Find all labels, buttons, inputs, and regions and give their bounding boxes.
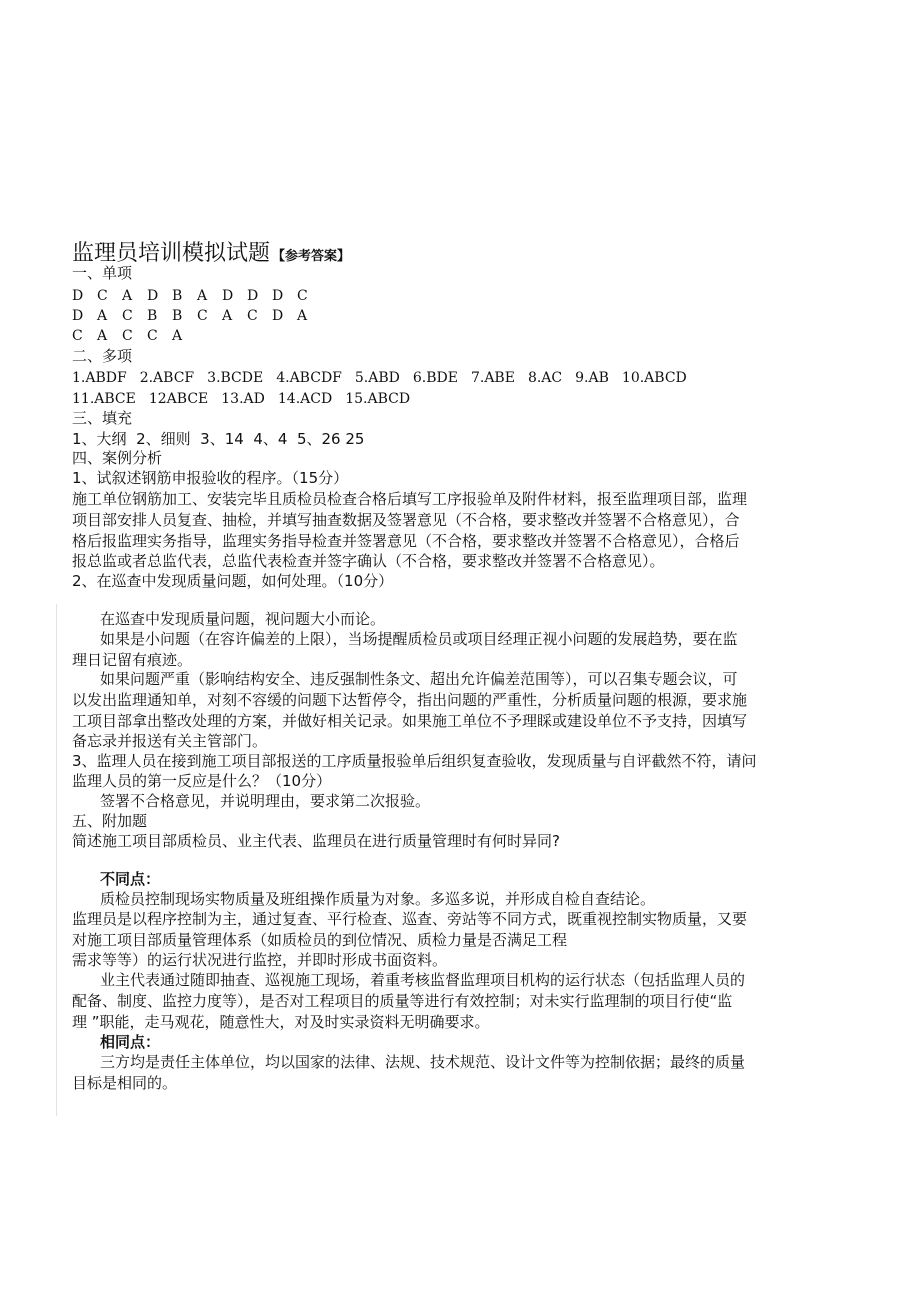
answer-text: 报总监或者总监代表，总监代表检查并签字确认（不合格，要求整改并签署不合格意见）。	[72, 552, 665, 570]
question: 2、在巡查中发现质量问题，如何处理。（10分）	[72, 572, 394, 590]
section-heading: 二、多项	[72, 347, 133, 365]
question: 1、试叙述钢筋申报验收的程序。（15分）	[72, 469, 349, 487]
answer-text: 质检员控制现场实物质量及班组操作质量为对象。多巡多说，并形成自检自查结论。	[100, 890, 656, 908]
answer-row: 11.ABCE 12ABCE 13.AD 14.ACD 15.ABCD	[72, 391, 411, 407]
answer-row: 1、大纲 2、细则 3、14 4、4 5、26 25	[72, 430, 365, 448]
answer-text: 工项目部拿出整改处理的方案，并做好相关记录。如果施工单位不予理睬或建设单位不予支持，因填写	[72, 712, 748, 730]
answer-text: 施工单位钢筋加工、安装完毕且质检员检查合格后填写工序报验单及附件材料，报至监理项目部，监理	[72, 490, 748, 508]
answer-text: 理 ”职能，走马观花，随意性大，对及时实录资料无明确要求。	[72, 1013, 490, 1031]
question: 监理人员的第一反应是什么？（10分）	[72, 772, 332, 790]
answer-text: 在巡查中发现质量问题，视问题大小而论。	[100, 610, 386, 628]
title-subtitle: 【参考答案】	[272, 249, 351, 264]
question: 简述施工项目部质检员、业主代表、监理员在进行质量管理时有何时异同?	[72, 832, 560, 850]
answer-text: 监理员是以程序控制为主，通过复查、平行检查、巡查、旁站等不同方式，既重视控制实物质量，又要	[72, 910, 748, 928]
subheading-differences: 不同点：	[100, 870, 161, 888]
answer-text: 以发出监理通知单，对刻不容缓的问题下达暂停令，指出问题的严重性，分析质量问题的根源，要求施	[72, 691, 748, 709]
answer-text: 签署不合格意见，并说明理由，要求第二次报验。	[100, 792, 431, 810]
answer-row: 1.ABDF 2.ABCF 3.BCDE 4.ABCDF 5.ABD 6.BDE 7.ABE 8.AC 9.AB 10.ABCD	[72, 370, 687, 386]
section-heading: 四、案例分析	[72, 449, 163, 467]
answer-text: 理日记留有痕迹。	[72, 651, 193, 669]
answer-text: 目标是相同的。	[72, 1074, 178, 1092]
answer-text: 对施工项目部质量管理体系（如质检员的到位情况、质检力量是否满足工程	[72, 931, 568, 949]
answer-row: D C A D B A D D D C	[72, 288, 308, 304]
subheading-similarities: 相同点：	[100, 1033, 161, 1051]
answer-text: 三方均是责任主体单位，均以国家的法律、法规、技术规范、设计文件等为控制依据；最终的质量	[100, 1053, 746, 1071]
answer-row: C A C C A	[72, 328, 183, 344]
answer-row: D A C B B C A C D A	[72, 308, 308, 324]
title-main: 监理员培训模拟试题	[72, 241, 271, 266]
question: 3、监理人员在接到施工项目部报送的工序质量报验单后组织复查验收，发现质量与自评截然不符，请问	[72, 752, 757, 770]
section-heading: 五、附加题	[72, 812, 148, 830]
section-heading: 一、单项	[72, 264, 133, 282]
answer-text: 格后报监理实务指导，监理实务指导检查并签署意见（不合格，要求整改并签署不合格意见），合格后	[72, 532, 740, 550]
answer-text: 备忘录并报送有关主管部门。	[72, 732, 268, 750]
answer-text: 业主代表通过随即抽查、巡视施工现场，着重考核监督监理项目机构的运行状态（包括监理人员的	[100, 971, 746, 989]
answer-text: 如果是小问题（在容许偏差的上限），当场提醒质检员或项目经理正视小问题的发展趋势，要在监	[100, 630, 738, 648]
section-heading: 三、填充	[72, 409, 133, 427]
answer-text: 项目部安排人员复查、抽检，并填写抽查数据及签署意见（不合格，要求整改并签署不合格意见），合	[72, 511, 740, 529]
margin-rule	[56, 604, 57, 1116]
answer-text: 配备、制度、监控力度等），是否对工程项目的质量等进行有效控制；对未实行监理制的项目行使“监	[72, 992, 733, 1010]
answer-text: 需求等等）的运行状况进行监控，并即时形成书面资料。	[72, 951, 448, 969]
answer-text: 如果问题严重（影响结构安全、违反强制性条文、超出允许偏差范围等），可以召集专题会议，可	[100, 670, 738, 688]
